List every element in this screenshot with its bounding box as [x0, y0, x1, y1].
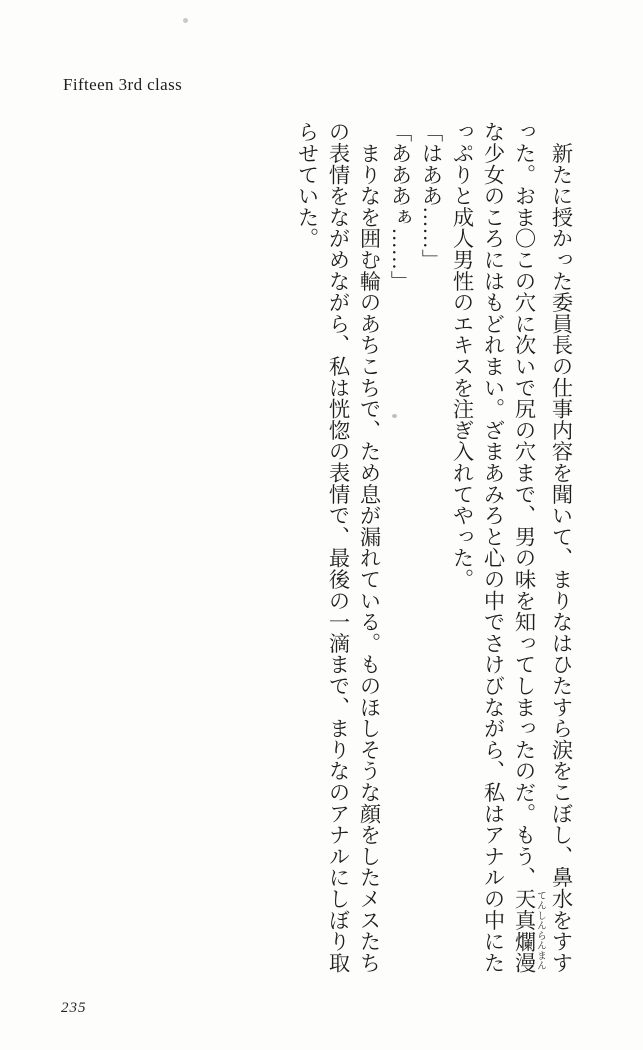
- ruby-annotation: [512, 887, 545, 974]
- text-column-2-pre: った。おま〇この穴に次いで尻の穴まで、男の味を知ってしまったのだ。もう、: [512, 121, 536, 888]
- text-column-9: らせていた。: [295, 121, 319, 249]
- scan-speck: [392, 414, 397, 418]
- text-column-2: [508, 121, 545, 981]
- text-column-7: まりなを囲む輪のあちこちで、ため息が漏れている。ものほしそうな顔をしたメスたち: [357, 121, 381, 973]
- text-column-4: っぷりと成人男性のエキスを注ぎ入れてやった。: [450, 121, 474, 590]
- running-header: Fifteen 3rd class: [63, 75, 183, 94]
- ruby-furigana: てんしんらんまん: [535, 887, 545, 973]
- text-column-8: の表情をながめながら、私は恍惚の表情で、最後の一滴まで、まりなのアナルにしぼり取: [326, 121, 350, 973]
- text-column-5-dialogue: 「はああ……」: [419, 121, 443, 271]
- ruby-base: 天真爛漫: [512, 887, 536, 974]
- page-number: 235: [61, 1000, 87, 1016]
- text-column-6-dialogue: 「あああぁ……」: [388, 121, 412, 292]
- page-text-block: [291, 121, 576, 981]
- scan-speck: [183, 18, 188, 23]
- text-column-3: な少女のころにはもどれまい。ざまあみろと心の中でさけびながら、私はアナルの中にた: [481, 121, 505, 973]
- text-column-1: 新たに授かった委員長の仕事内容を聞いて、まりなはひたすら涙をこぼし、鼻水をすす: [549, 121, 573, 973]
